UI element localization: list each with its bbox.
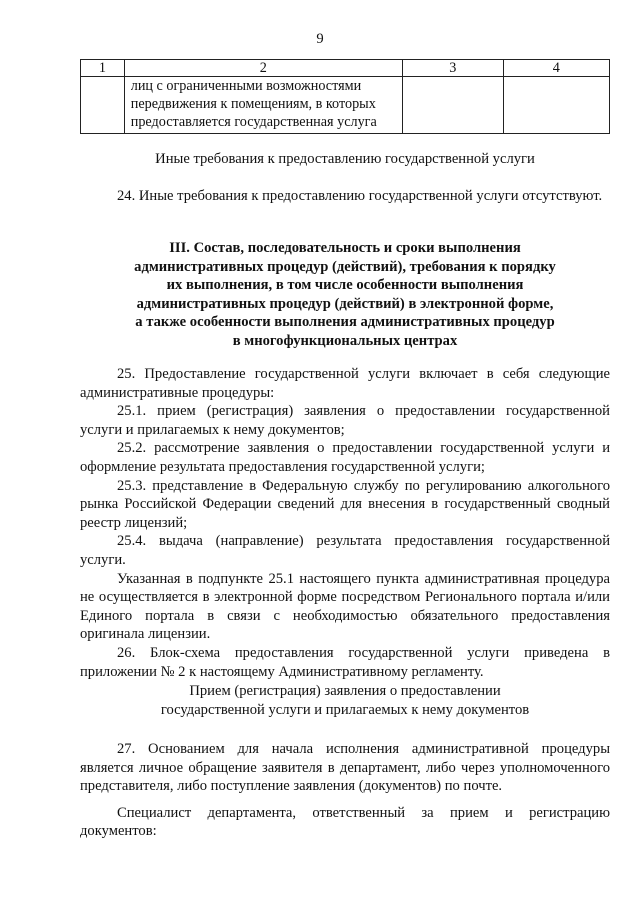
table-cell [124,77,402,134]
table-row [81,77,610,134]
heading-line: государственной услуги и прилагаемых к нему документов [160,701,530,718]
table-header-cell: 4 [503,60,609,77]
paragraph-26: 26. Блок-схема предоставления государственной услуги приведена в приложении № 2 к настоящему Административному регламенту. [80,644,610,680]
paragraph-25-4: 25.4. выдача (направление) результата предоставления государственной услуги. [80,533,610,568]
table-header-cell: 1 [81,60,125,77]
section-3-heading [80,239,610,351]
paragraph-specialist: Специалист департамента, ответственный за прием и регистрацию документов: [80,804,610,840]
heading-line: в многофункциональных центрах [232,332,458,349]
requirements-table [80,59,610,134]
paragraph-25-3: 25.3. представление в Федеральную службу по регулированию алкогольного рынка Российской Федерации сведений для внесения в государственный сводный реестр лицензий; [80,477,610,531]
table-cell [81,77,125,134]
section-reception-body [80,740,610,841]
heading-line: административных процедур (действий), требования к порядку [134,258,556,275]
heading-line: административных процедур (действий) в электронной форме, [136,295,554,312]
paragraph-25-2: 25.2. рассмотрение заявления о предоставлении государственной услуги и оформление результата предоставления государственной услуги; [80,440,610,475]
table-header-cell: 3 [402,60,503,77]
heading-line: Прием (регистрация) заявления о предоставлении [189,683,501,699]
paragraph-24: 24. Иные требования к предоставлению государственной услуги отсутствуют. [117,188,603,204]
heading-line: их выполнения, в том числе особенности выполнения [166,277,524,294]
heading-line: III. Состав, последовательность и сроки выполнения [169,240,521,256]
section-heading-other-requirements: Иные требования к предоставлению государственной услуги [155,151,535,167]
page-number: 9 [316,31,324,47]
table-cell [503,77,609,134]
paragraph-25-1: 25.1. прием (регистрация) заявления о предоставлении государственной услуги и прилагаемых к нему документов; [80,403,610,438]
paragraph-27: 27. Основанием для начала исполнения административной процедуры является личное обращение заявителя в департамент, либо через уполномоченного представителя, либо поступление заявления (документов) по почте. [80,741,610,795]
table-header-cell: 2 [124,60,402,77]
table-cell [402,77,503,134]
table-header-row [81,60,610,77]
section-reception-heading [80,682,610,719]
paragraph-note-25-1: Указанная в подпункте 25.1 настоящего пункта административная процедура не осуществляется в электронной форме посредством Регионального портала и/или Единого портала в связи с необходимостью обязательного предоставления оригинала лицензии. [80,570,610,643]
table-cell-text: лиц с ограниченными возможностями передвижения к помещениям, в которых предоставляется государственная услуга [130,78,377,130]
paragraph-25: 25. Предоставление государственной услуги включает в себя следующие административные процедуры: [80,366,610,401]
heading-line: а также особенности выполнения административных процедур [135,314,555,331]
section-3-body [80,365,610,681]
